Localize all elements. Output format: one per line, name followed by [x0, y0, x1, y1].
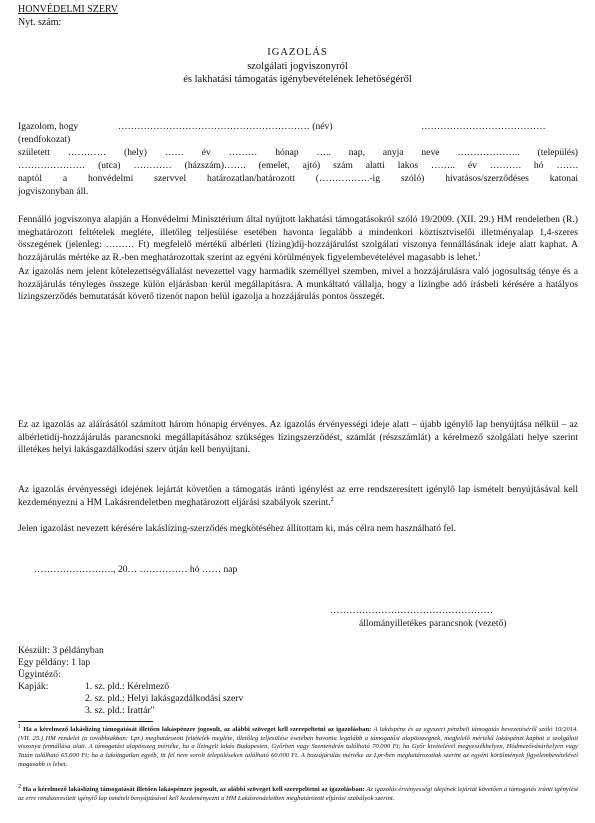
rank-label: (rendfokozat)	[18, 134, 71, 145]
footnote-2-text: Az igazolás érvényességi idejének lejártát követően a támogatás iránti igénylést az erre rendszeresített igénylő lap ismételt benyújtásával kell kezdeményezni a HM Lakásrendeletben meghatározott eljárási szabályok szerint.	[18, 786, 578, 802]
no-obligation-paragraph: Az igazolás nem jelent kötelezettségvállalást nevezettel vagy harmadik személlyel szemben, mivel a hozzájárulásra való jogosultság ténye és a hozzájárulás tényleges összege külön eljárásban kerül megállapításra. A munkáltató vállalja, hogy a lízingbe adó írásbeli kérésére a hatályos lízingszerződés bemutatását követő tizenöt napon belül igazolja a hozzájárulás pontos összegét.	[18, 266, 578, 303]
recipient-item-1: 1. sz. pld.: Kérelmező	[85, 681, 170, 692]
purpose-paragraph: Jelen igazolást nevezett kérésére lakáslízing-szerződés megkötéséhez állítottam ki, más célra nem használható fel.	[18, 523, 456, 534]
recipients-label: Kapják:	[18, 681, 49, 692]
certify-label: Igazolom, hogy	[18, 121, 79, 132]
document-title: IGAZOLÁS	[267, 47, 328, 58]
date-line: ……………………., 20… …………… hó …… nap	[34, 564, 238, 575]
footnote-ref-2: 2	[330, 496, 334, 503]
pages-per-copy: Egy példány: 1 lap	[18, 657, 91, 668]
birth-data-line: született ………… (hely) …… év ……… hónap ….. nap, anyja neve ……………….. (település)	[18, 147, 578, 158]
footnote-2-lead: Ha a kérelmező lakáslízing támogatását illetően lakáspénzre jogosult, az alábbi szöveget kell szerepeltetni az igazolásban:	[22, 786, 365, 793]
footnote-1	[18, 723, 578, 770]
document-subtitle-1: szolgálati jogviszonyról	[247, 61, 348, 72]
validity-paragraph: Ez az igazolás az aláírásától számított három hónapig érvényes. Az igazolás érvényességi ideje alatt – újabb igénylő lap benyújtása nélkül – az albérletidíj-hozzájárulás parancsnoki megállapításához szükséges lízingszerződést, számlát (részszámlát) a kérelmező szolgálati helye szerint illetékes helyi lakásgazdálkodási szerv útján kell benyújtani.	[18, 419, 578, 456]
copies-count: Készült: 3 példányban	[18, 645, 104, 656]
recipient-item-2: 2. sz. pld.: Helyi lakásgazdálkodási szerv	[85, 693, 244, 704]
signature-label: állományilletékes parancsnok (vezető)	[359, 618, 507, 629]
service-relation-end: jogviszonyban áll.	[18, 186, 89, 197]
support-paragraph: Fennálló jogviszonya alapján a Honvédelmi Minisztérium által nyújtott lakhatási támogatásokról szóló 19/2009. (XII. 29.) HM rendeletben (R.) meghatározott feltételek megléte, illetőleg teljesülése esetében havonta legalább a mindenkori köztisztviselői illetményalap 1,4-szeres összegének (jelenleg: ……… Ft) megfelelő mértékű albérleti (lízing)díj-hozzájárulást szolgálati viszonya fennállásának ideje alatt kaphat. A hozzájárulás mértéke az R.-ben meghatározottak szerint az egyéni körülmények figyelembevételével magasabb is lehet.$^1$	[18, 214, 578, 263]
document-subtitle-2: és lakhatási támogatás igénybevételének lehetőségéről	[183, 74, 412, 85]
footnote-ref-1: 1	[477, 251, 481, 258]
footnote-1-number: 1	[18, 723, 21, 730]
footnote-1-lead: Ha a kérelmező lakáslízing támogatását illetően lakáspénzre jogosult, az alábbi szöveget kell szerepeltetni az igazolásban:	[23, 726, 372, 733]
case-officer-label: Ügyintéző:	[18, 669, 61, 680]
footnote-2-number: 2	[18, 783, 21, 790]
footnote-separator	[18, 721, 153, 722]
rank-blank: …………………………………	[421, 121, 546, 132]
address-line: ………………… (utca) ………… (házszám)……. (emelet, ajtó) szám alatti lakos …….. év ………. hó …….	[18, 160, 578, 171]
footnote-2	[18, 783, 578, 803]
service-relation-line: naptól a honvédelmi szervvel határozatlan/határozott (…………….-ig szóló) hivatásos/szerződéses katonai	[18, 173, 578, 184]
issuing-organization: HONVÉDELMI SZERV	[18, 4, 119, 15]
signature-line: ……………………………………………	[330, 605, 494, 616]
footnote-1-text: A lakáspénz és az egyszeri pénzbeli támogatás bevezetéséről szóló 10/2014. (VII. 25.) HM rendelet (a továbbiakban: Lpr.) meghatározott feltételek megléte, illetőleg teljesülése esetében havonta legalább a támogatási alapösszegnek, megfelelő mértékű lakáspénzt kaphat a szolgálati viszonya fennállása alatt. A támogatási alapösszeg mértéke, ha a lízingelt lakás Budapesten, Győrben vagy Szentendrén található 70.000 Ft; ha Győr kivételével megyeszékhelyen, Hódmezővásárhelyen vagy Tatán található 65.000 Ft; ha a lakóingatlan egyéb, itt fel nem sorolt településeken található 60.000 Ft. A hozzájárulás mértéke az Lpr-ben meghatározottak szerint az egyéni körülmények figyelembevételével magasabb is lehet.	[18, 726, 578, 768]
renewal-paragraph: Az igazolás érvényességi idejének lejártát követően a támogatás iránti igénylést az erre rendszeresített igénylő lap ismételt benyújtásával kell kezdeményezni a HM Lakásrendeletben meghatározott eljárási szabályok szerint.$^2$	[18, 484, 578, 508]
recipient-item-3: 3. sz. pld.: Irattár"	[85, 705, 155, 716]
name-blank: …………………………………………………… (név)	[118, 121, 333, 132]
registry-number-label: Nyt. szám:	[18, 17, 62, 28]
